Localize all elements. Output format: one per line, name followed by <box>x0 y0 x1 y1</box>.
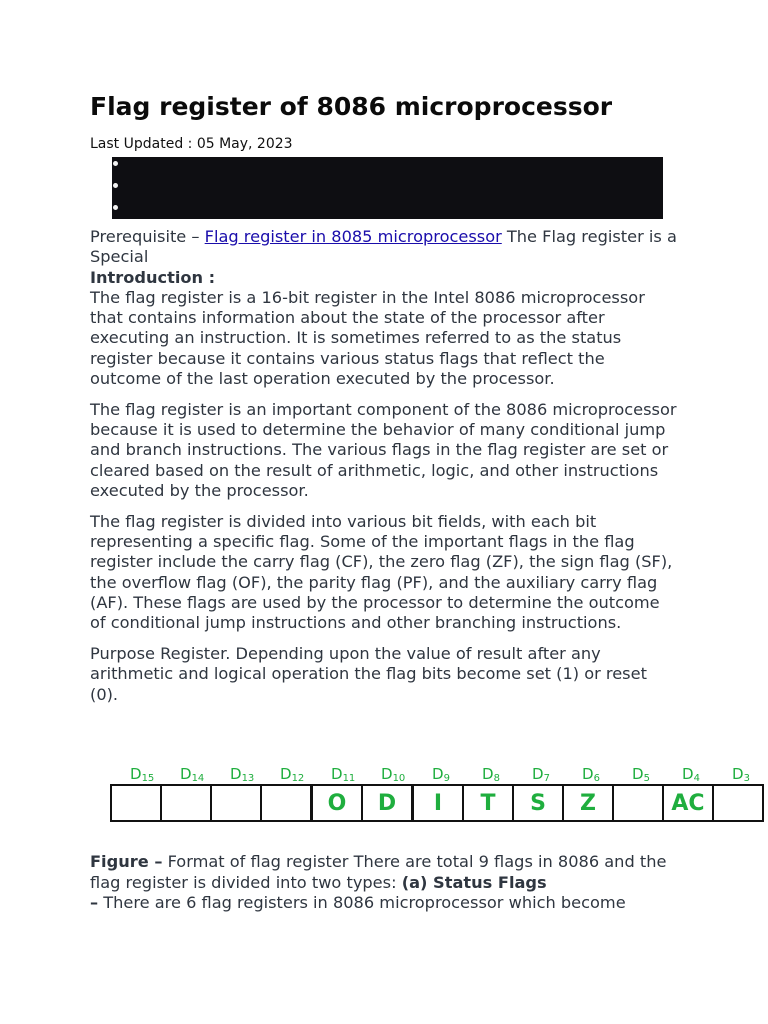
paragraph-4: Purpose Register. Depending upon the value of result after any arithmetic and logical operation the flag bits become set (1) or reset (0). <box>90 644 647 704</box>
flag-cell-d14 <box>160 784 212 822</box>
figure-text: Format of flag register There are total 9 flags in 8086 and the flag register is divided into two types: <box>90 852 667 892</box>
bit-label-d5: $D_5$ <box>632 765 650 784</box>
register-cells <box>110 784 768 826</box>
article-body <box>90 227 680 716</box>
introduction-heading: Introduction : <box>90 267 216 287</box>
redacted-menu-bar <box>112 157 663 219</box>
flag-cell-d10: D <box>361 784 413 822</box>
bit-label-d12: $D_{12}$ <box>280 765 305 784</box>
status-flags-dash: – <box>90 893 99 912</box>
flag-cell-d4: AC <box>662 784 714 822</box>
paragraph-1: The flag register is a 16-bit register in the Intel 8086 microprocessor that contains information about the state of the processor after executing an instruction. It is sometimes referred to as the status register because it contains various status flags that reflect the outcome of the last operation executed by the processor. <box>90 287 645 389</box>
figure-caption <box>90 852 690 914</box>
bit-label-d9: $D_9$ <box>432 765 450 784</box>
flag-cell-d5 <box>612 784 664 822</box>
bit-label-d14: $D_{14}$ <box>180 765 205 784</box>
bullet-icon <box>113 161 118 166</box>
bit-label-d4: $D_4$ <box>682 765 700 784</box>
bit-label-d13: $D_{13}$ <box>230 765 255 784</box>
flag-cell-d3 <box>712 784 764 822</box>
flag-cell-d6: Z <box>562 784 614 822</box>
figure-label: Figure – <box>90 852 163 871</box>
status-flags-heading: (a) Status Flags <box>401 872 547 892</box>
bullet-icon <box>113 183 118 188</box>
paragraph-3: The flag register is divided into various bit fields, with each bit representing a specific flag. Some of the important flags in the flag register include the carry flag (CF), the zero flag (ZF), the sign flag (SF), the overflow flag (OF), the parity flag (PF), and the auxiliary carry flag (AF). These flags are used by the processor to determine the outcome of conditional jump instructions and other branching instructions. <box>90 511 673 633</box>
bit-label-d8: $D_8$ <box>482 765 500 784</box>
page-title: Flag register of 8086 microprocessor <box>90 92 613 121</box>
flag-cell-d13 <box>210 784 262 822</box>
flag-cell-d8: T <box>462 784 514 822</box>
bit-label-d10: $D_{10}$ <box>381 765 406 784</box>
bullet-icon <box>113 205 118 210</box>
flag-cell-d15 <box>110 784 162 822</box>
flag-register-figure <box>110 760 768 830</box>
prerequisite-line <box>90 227 680 268</box>
bit-label-d11: $D_{11}$ <box>331 765 356 784</box>
prerequisite-prefix: Prerequisite – <box>90 227 205 246</box>
bit-label-d6: $D_6$ <box>582 765 600 784</box>
bit-label-d7: $D_7$ <box>532 765 550 784</box>
flag-cell-d12 <box>260 784 312 822</box>
paragraph-2: The flag register is an important component of the 8086 microprocessor because it is used to determine the behavior of many conditional jump and branch instructions. The various flags in the flag register are set or cleared based on the result of arithmetic, logic, and other instructions executed by the processor. <box>90 399 677 501</box>
bit-label-d3: $D_3$ <box>732 765 750 784</box>
flag-cell-d9: I <box>412 784 464 822</box>
prerequisite-suffix: The Flag register is a Special <box>90 227 677 267</box>
flag-cell-d11: O <box>311 784 363 822</box>
last-updated: Last Updated : 05 May, 2023 <box>90 136 293 152</box>
flag-cell-d7: S <box>512 784 564 822</box>
status-flags-text: There are 6 flag registers in 8086 microprocessor which become <box>98 893 626 912</box>
prerequisite-link[interactable]: Flag register in 8085 microprocessor <box>204 227 502 246</box>
bit-label-d15: $D_{15}$ <box>130 765 155 784</box>
